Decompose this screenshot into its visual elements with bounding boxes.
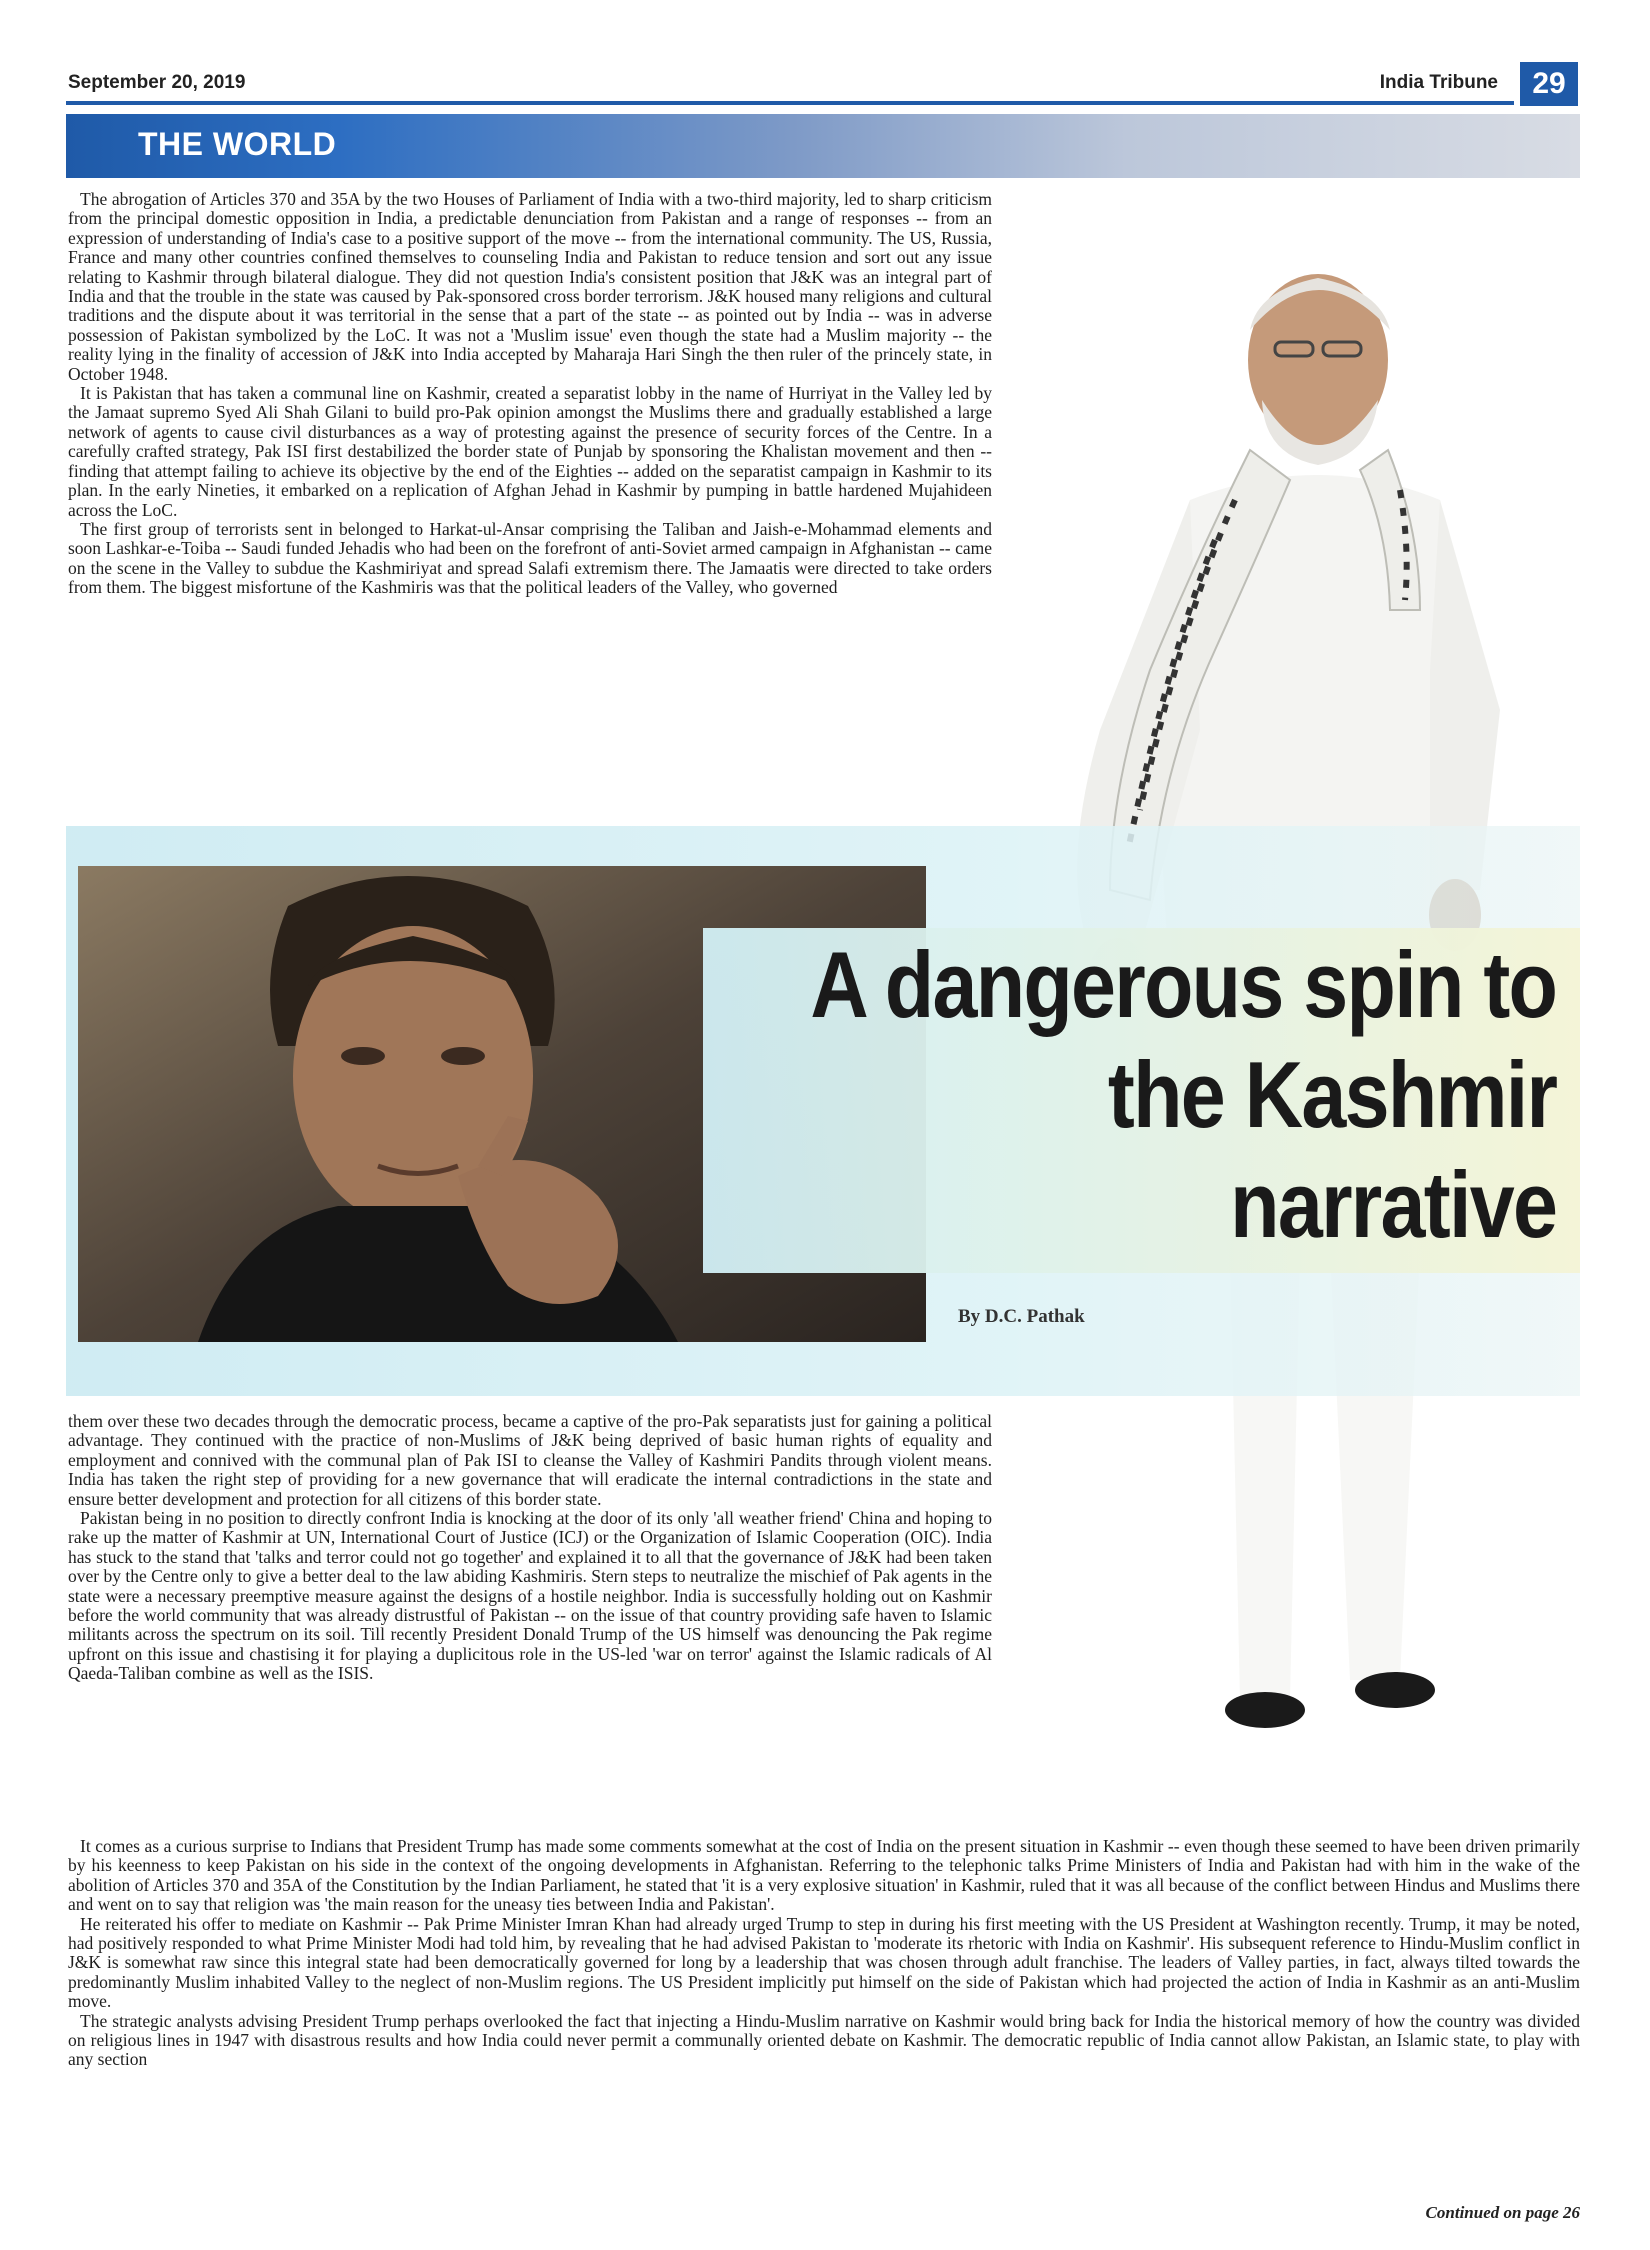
header-publication: India Tribune — [1379, 72, 1498, 93]
header-rule — [66, 101, 1514, 105]
article-paragraph: It comes as a curious surprise to Indians that President Trump has made some comments somewhat at the cost of India on the present situation in Kashmir -- even though these seemed to have been driven primarily by his keenness to keep Pakistan on his side in the context of the ongoing developments in Afghanistan. Referring to the telephonic talks Prime Ministers of India and Pakistan had with him in the wake of the abolition of Articles 370 and 35A of the Constitution by the Indian Parliament, he stated that 'it is a very explosive situation' in Kashmir, ruled that it was all because of the conflict between Hindus and Muslims there and went on to say that religion was 'the main reason for the uneasy ties between India and Pakistan'. — [68, 1836, 1580, 1915]
continued-note: Continued on page 26 — [1425, 2203, 1580, 2222]
article-paragraph: The first group of terrorists sent in belonged to Harkat-ul-Ansar comprising the Taliban and Jaish-e-Mohammad elements and soon Lashkar-e-Toiba -- Saudi funded Jehadis who had been on the forefront of anti-Soviet armed campaign in Afghanistan -- came on the scene in the Valley to subdue the Kashmiriyat and spread Salafi extremism there. The Jamaatis were directed to take orders from them. The biggest misfortune of the Kashmiris was that the political leaders of the Valley, who governed — [68, 518, 992, 598]
article-column-bottom — [68, 1837, 1580, 2070]
article-paragraph: The abrogation of Articles 370 and 35A by the two Houses of Parliament of India with a two-third majority, led to sharp criticism from the principal domestic opposition in India, a predictable denunciation from Pakistan and a range of responses -- from an expression of understanding of India's case to a positive support of the move -- from the international community. The US, Russia, France and many other countries confined themselves to counseling India and Pakistan to reduce tension and sort out any issue relating to Kashmir through bilateral dialogue. They did not question India's consistent position that J&K was an integral part of India and that the trouble in the state was caused by Pak-sponsored cross border terrorism. J&K housed many religions and cultural traditions and the dispute about it was territorial in the sense that a part of the state -- as pointed out by India -- was in adverse possession of Pakistan symbolized by the LoC. It was not a 'Muslim issue' even though the state had a Muslim majority -- the reality lying in the finality of accession of J&K into India accepted by Maharaja Hari Singh the then ruler of the princely state, in October 1948. — [68, 189, 992, 384]
headline-line: A dangerous spin to — [810, 932, 1556, 1037]
article-paragraph: The strategic analysts advising President Trump perhaps overlooked the fact that injecting a Hindu-Muslim narrative on Kashmir would bring back for India the historical memory of how the country was divided on religious lines in 1947 with disastrous results and how India could never permit a communally oriented debate on Kashmir. The democratic republic of India cannot allow Pakistan, an Islamic state, to play with any section — [68, 2010, 1580, 2070]
page-number-badge: 29 — [1520, 62, 1578, 106]
section-title: THE WORLD — [138, 126, 337, 162]
header-date: September 20, 2019 — [68, 72, 246, 93]
article-column-mid — [68, 1412, 992, 1684]
article-paragraph: Pakistan being in no position to directly confront India is knocking at the door of its only 'all weather friend' China and hoping to rake up the matter of Kashmir at UN, International Court of Justice (ICJ) or the Organization of Islamic Cooperation (OIC). India has stuck to the stand that 'talks and terror could not go together' and explained it to all that the governance of J&K had been taken over by the Centre only to give a better deal to the law abiding Kashmiris. Stern steps to neutralize the mischief of Pak agents in the state were a necessary preemptive measure against the designs of a hostile neighbor. India is successfully holding out on Kashmir before the world community that was already distrustful of Pakistan -- on the issue of that country providing safe haven to Islamic militants across the spectrum on its soil. Till recently President Donald Trump of the US himself was denouncing the Pak regime upfront on this issue and chastising it for playing a duplicitous role in the US-led 'war on terror' against the Islamic radicals of Al Qaeda-Taliban combine as well as the ISIS. — [68, 1508, 992, 1684]
section-banner — [66, 114, 1580, 178]
headline-line: the Kashmir — [1107, 1042, 1556, 1147]
headline-line: narrative — [1229, 1152, 1556, 1257]
article-paragraph: It is Pakistan that has taken a communal line on Kashmir, created a separatist lobby in the name of Hurriyat in the Valley led by the Jamaat supremo Syed Ali Shah Gilani to build pro-Pak opinion amongst the Muslims there and gradually established a large network of agents to cause civil disturbances as a way of protesting against the presence of security forces of the Centre. In a carefully crafted strategy, Pak ISI first destabilized the border state of Punjab by sponsoring the Khalistan movement and then -- finding that attempt failing to achieve its objective by the end of the Eighties -- added on the separatist campaign in Kashmir to its plan. In the early Nineties, it embarked on a replication of Afghan Jehad in Kashmir by pumping in battle hardened Mujahideen across the LoC. — [68, 383, 992, 520]
byline: By D.C. Pathak — [958, 1306, 1085, 1327]
headline — [810, 930, 1556, 1260]
article-column-top — [68, 190, 992, 598]
article-paragraph: them over these two decades through the democratic process, became a captive of the pro-Pak separatists just for gaining a political advantage. They continued with the practice of non-Muslims of J&K being deprived of basic human rights of equality and employment and connived with the communal plan of Pak ISI to cleanse the Valley of Kashmiri Pandits through violent means. India has taken the right step of providing for a new governance that will eradicate the internal contradictions in the state and ensure better development and protection for all citizens of this border state. — [68, 1411, 992, 1509]
article-paragraph: He reiterated his offer to mediate on Kashmir -- Pak Prime Minister Imran Khan had already urged Trump to step in during his first meeting with the US President at Washington recently. Trump, it may be noted, had positively responded to what Prime Minister Modi had told him, by revealing that he had advised Pakistan to 'moderate its rhetoric with India on Kashmir'. His subsequent reference to Hindu-Muslim conflict in J&K is somewhat raw since this integral state had been democratically governed for long by a leadership that was chosen through adult franchise. The leaders of Valley parties, in fact, always tilted towards the predominantly Muslim inhabited Valley to the neglect of non-Muslim regions. The US President implicitly put himself on the side of Pakistan which had projected the action of India in Kashmir as an anti-Muslim move. — [68, 1913, 1580, 2012]
